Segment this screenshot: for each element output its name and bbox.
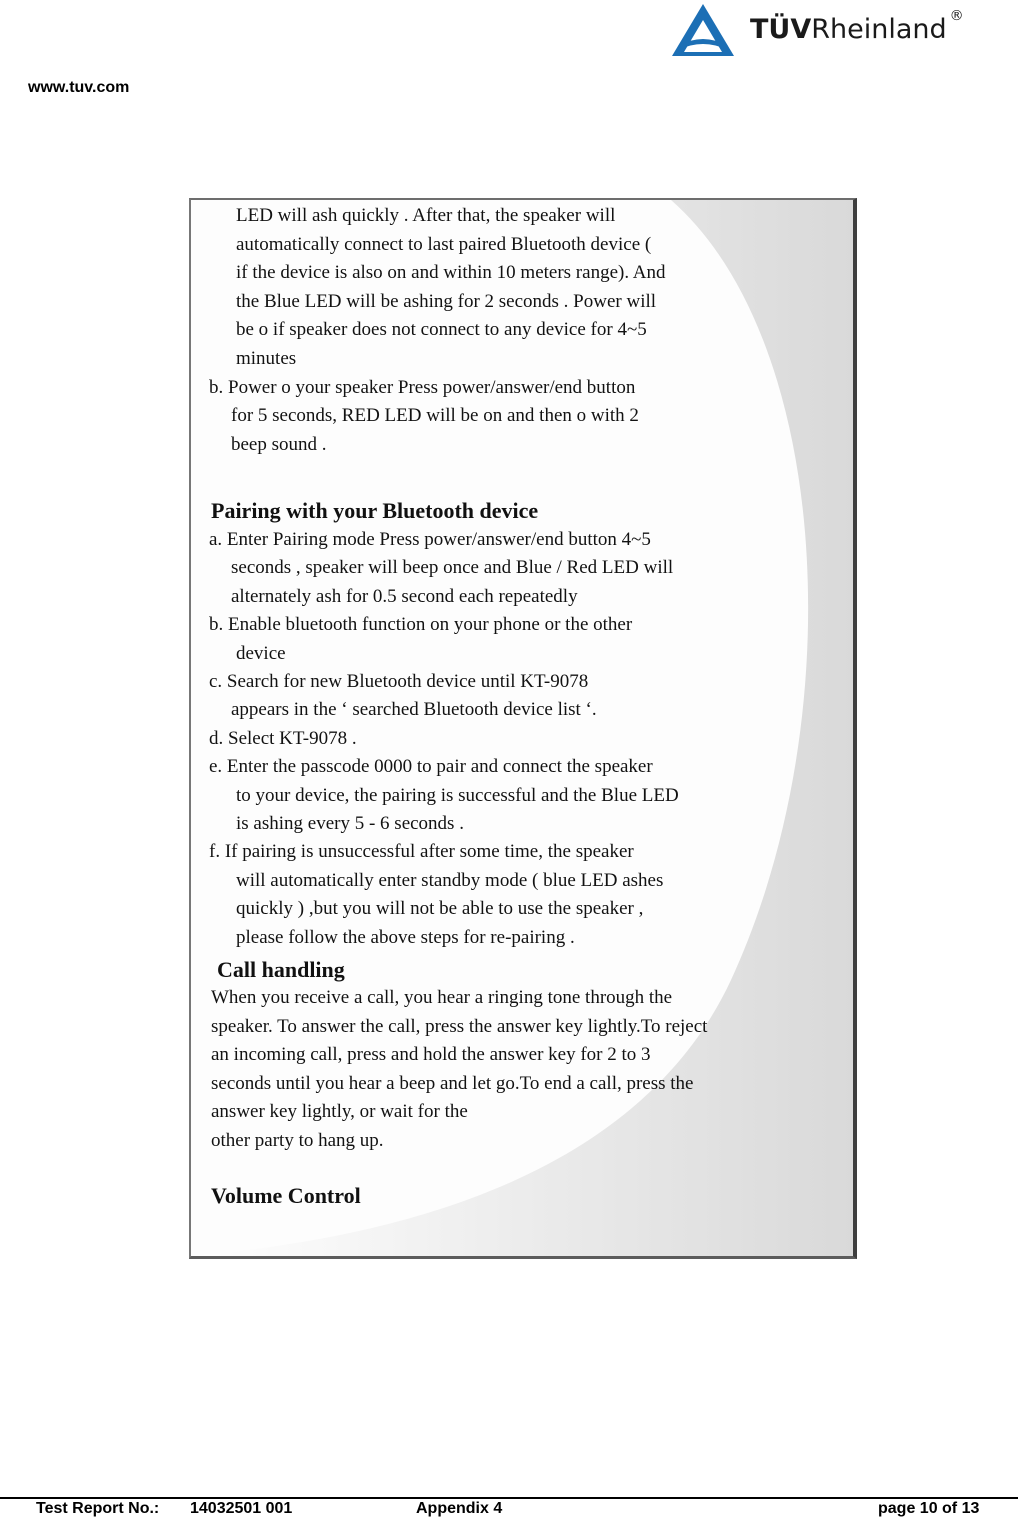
call-line: When you receive a call, you hear a ringing tone through the (211, 987, 673, 1008)
call-line: an incoming call, press and hold the answer key for 2 to 3 (211, 1044, 651, 1066)
intro-line: if the device is also on and within 10 meters range). And (236, 262, 666, 284)
pairing-line: e. Enter the passcode 0000 to pair and connect the speaker (209, 756, 653, 778)
intro-line: automatically connect to last paired Bluetooth device ( (236, 233, 652, 255)
logo-wordmark: TÜVRheinland ® (750, 8, 964, 45)
heading-call-handling: Call handling (217, 957, 345, 982)
footer-divider (0, 1497, 1018, 1499)
pairing-line: will automatically enter standby mode ( blue LED ashes (236, 869, 664, 891)
pairing-line: alternately ash for 0.5 second each repeatedly (231, 585, 578, 607)
pairing-line: b. Enable bluetooth function on your phone or the other (209, 614, 633, 636)
pairing-line: a. Enter Pairing mode Press power/answer/end button 4~5 (209, 529, 651, 550)
pairing-line: quickly ) ,but you will not be able to use the speaker , (236, 898, 644, 920)
pairing-line: is ashing every 5 - 6 seconds . (236, 813, 464, 834)
pairing-line: device (236, 642, 286, 664)
call-line: other party to hang up. (211, 1130, 384, 1151)
intro-line: beep sound . (231, 433, 327, 455)
call-line: seconds until you hear a beep and let go.To end a call, press the (211, 1072, 694, 1094)
tuv-rheinland-logo (668, 2, 998, 58)
report-number: 14032501 001 (190, 1500, 293, 1517)
intro-line: be o if speaker does not connect to any device for 4~5 (236, 319, 647, 341)
pairing-line: seconds , speaker will beep once and Blue / Red LED will (231, 557, 674, 579)
call-line: speaker. To answer the call, press the answer key lightly.To reject (211, 1015, 708, 1037)
page-number: page 10 of 13 (878, 1500, 980, 1517)
intro-line: minutes (236, 348, 297, 369)
intro-line: for 5 seconds, RED LED will be on and then o with 2 (231, 405, 639, 427)
heading-volume-control: Volume Control (211, 1183, 361, 1208)
pairing-line: to your device, the pairing is successful and the Blue LED (236, 784, 679, 806)
intro-line: b. Power o your speaker Press power/answer/end button (209, 376, 636, 398)
intro-line: LED will ash quickly . After that, the speaker will (236, 205, 616, 226)
triangle-logo-icon (668, 2, 738, 58)
pairing-line: f. If pairing is unsuccessful after some time, the speaker (209, 841, 634, 863)
call-line: answer key lightly, or wait for the (211, 1101, 468, 1123)
manual-page-scan (189, 198, 857, 1259)
appendix-label: Appendix 4 (416, 1500, 503, 1517)
intro-line: the Blue LED will be ashing for 2 seconds . Power will (236, 290, 657, 312)
heading-pairing: Pairing with your Bluetooth device (211, 498, 539, 523)
website-url: www.tuv.com (28, 79, 130, 96)
pairing-line: c. Search for new Bluetooth device until KT-9078 (209, 671, 589, 692)
pairing-line: please follow the above steps for re-pairing . (236, 926, 575, 948)
pairing-line: d. Select KT-9078 . (209, 727, 357, 749)
report-label: Test Report No.: (36, 1500, 160, 1517)
pairing-line: appears in the ‘ searched Bluetooth device list ‘. (231, 699, 597, 721)
